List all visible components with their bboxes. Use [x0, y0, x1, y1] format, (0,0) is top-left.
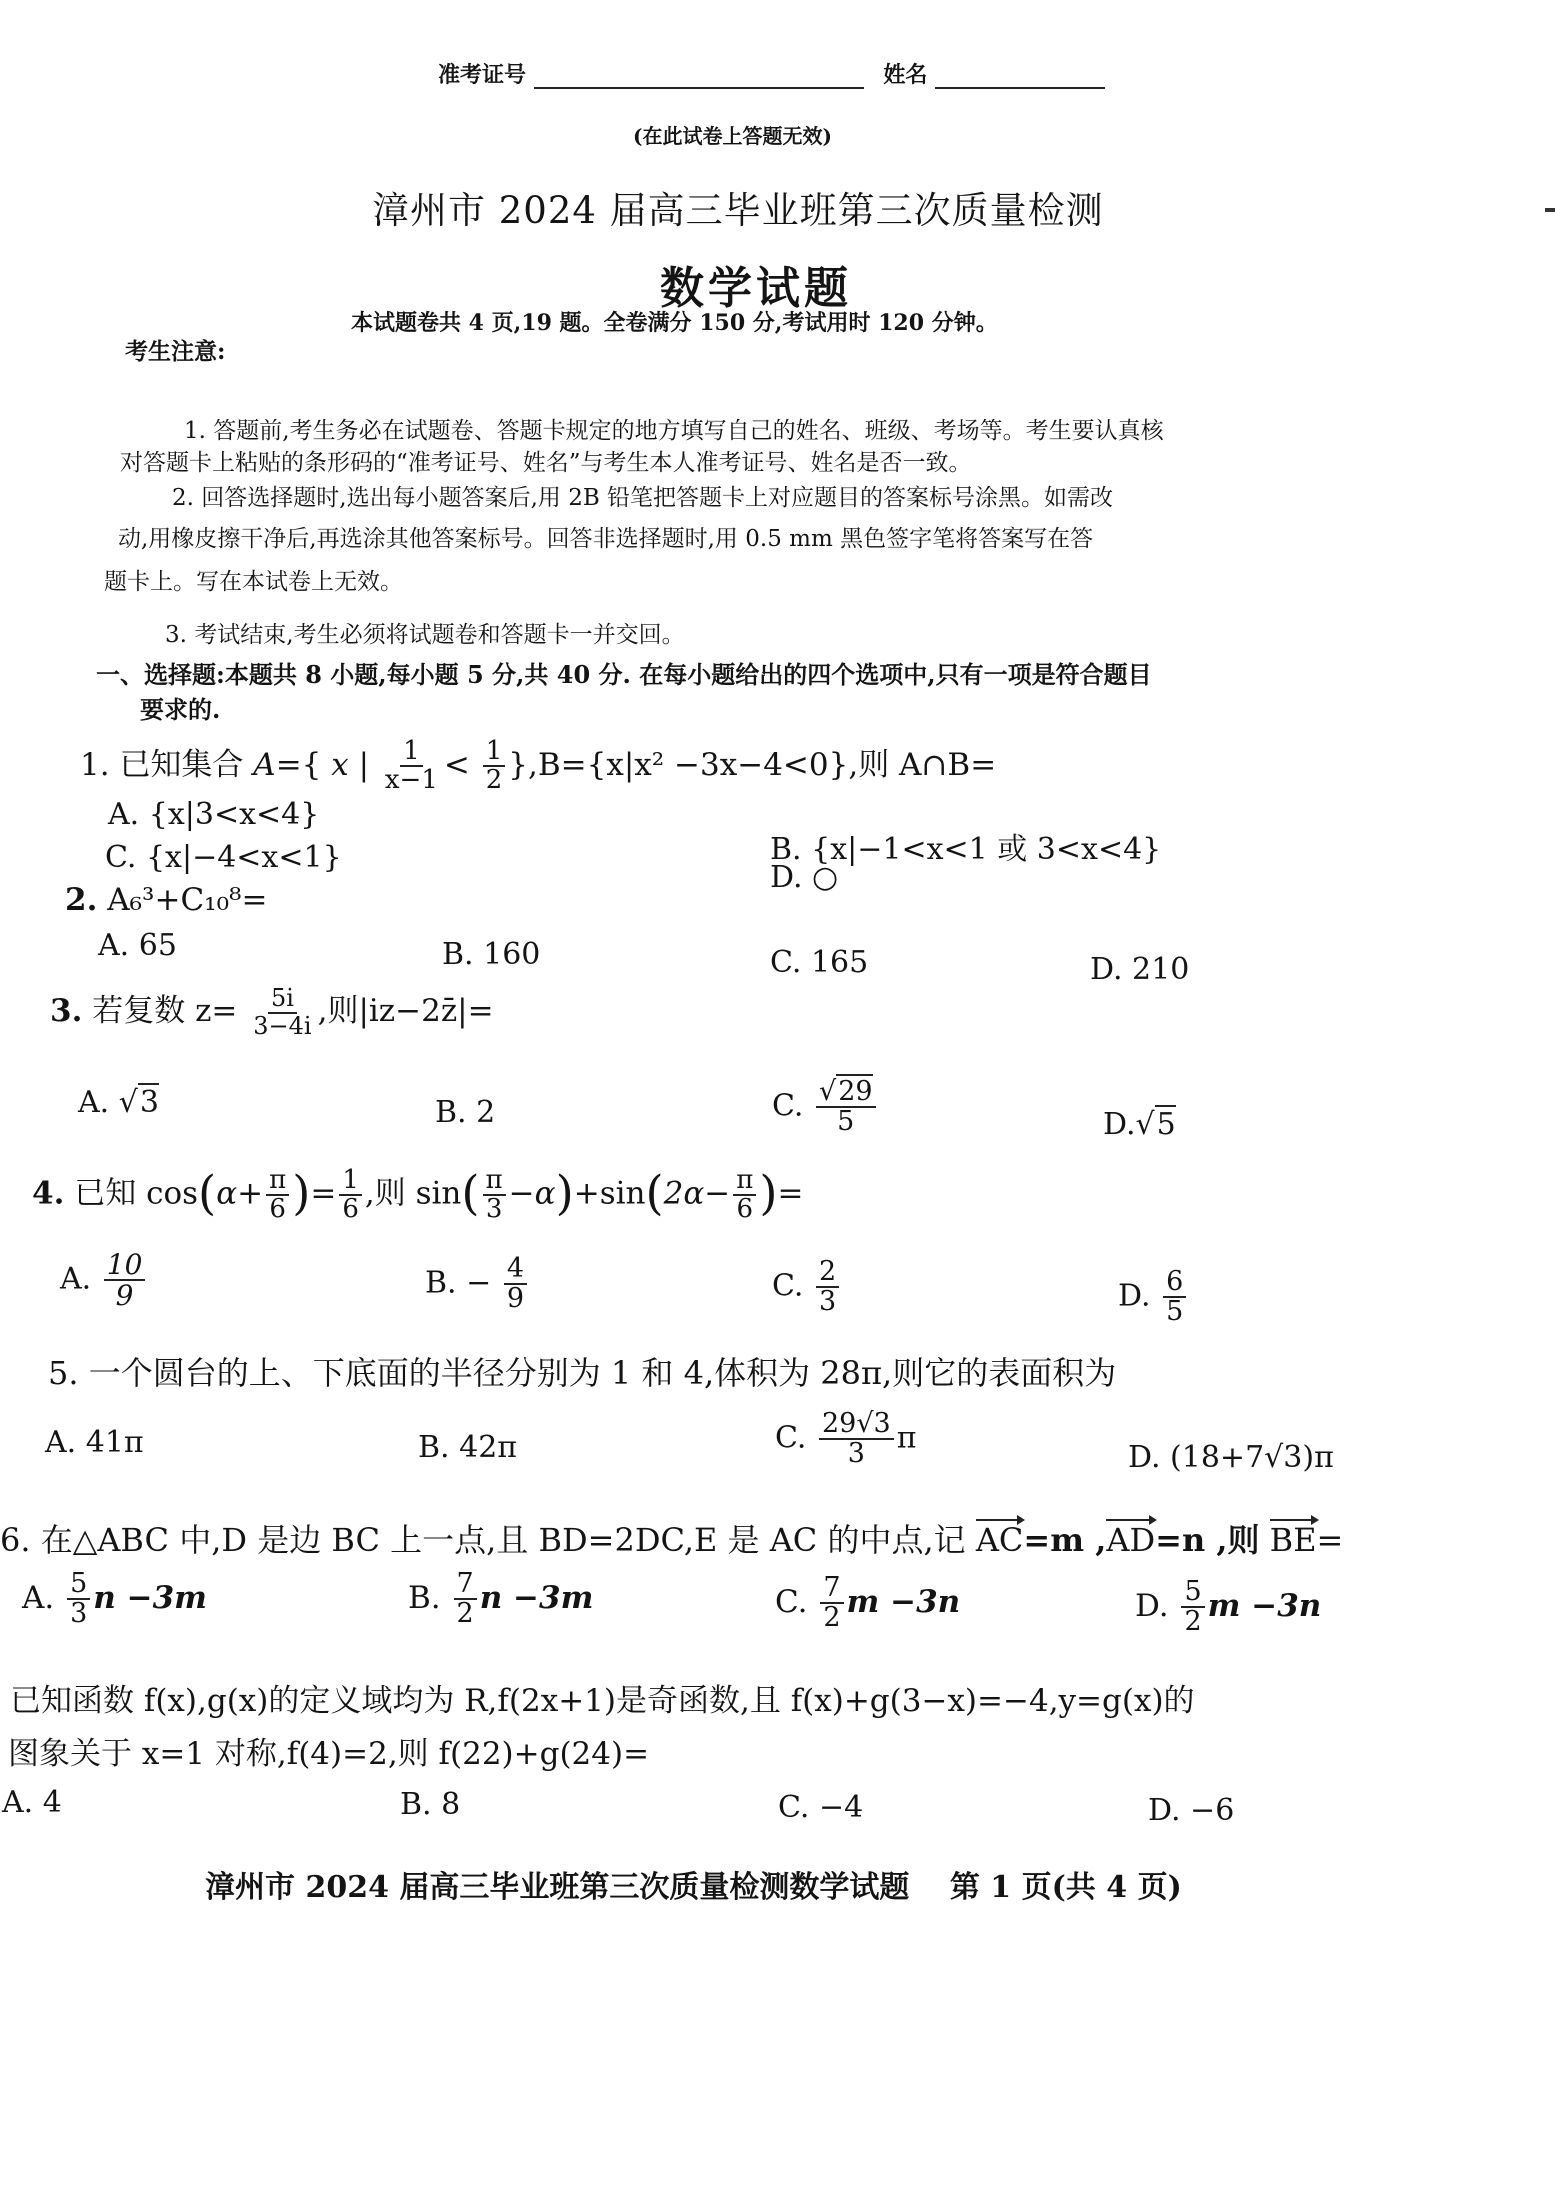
id-field — [438, 58, 1105, 89]
notice-heading: 考生注意: — [125, 338, 226, 365]
q5-option-c: C. $\frac{29√3}{3}$ π — [775, 1408, 917, 1470]
vector-be: BE — [1269, 1521, 1317, 1559]
footer-page-number: 第 1 页(共 4 页) — [949, 1870, 1182, 1905]
q5-option-a: A. 41π — [45, 1425, 144, 1460]
q3-number: 3. — [50, 993, 83, 1029]
id-blank — [534, 63, 864, 89]
q3-option-a: A. √3 — [78, 1085, 159, 1120]
notice-item2-line3: 题卡上。写在本试卷上无效。 — [104, 569, 403, 595]
q1-option-b: B. {x|−1<x<1 或 3<x<4} — [770, 832, 1162, 867]
q4-option-d: D. $\frac{6}{5}$ — [1118, 1268, 1189, 1327]
q1-rhs-frac: $\frac{1}{2}$ — [483, 738, 506, 795]
q6-option-c: C. $\frac{7}{2}$ m −3n — [775, 1572, 961, 1634]
q3-option-c: C. $\frac{√29}{5}$ — [772, 1078, 879, 1137]
q7-option-b: B. 8 — [400, 1787, 461, 1822]
q4-option-c: C. $\frac{2}{3}$ — [772, 1258, 842, 1317]
q1-set-b: ,B={x|x² −3x−4<0},则 A∩B= — [528, 746, 997, 783]
q3-stem — [50, 985, 494, 1039]
q2-number: 2. — [65, 882, 98, 918]
q4-stem: 4. 已知 cos(α+ $\frac{\pi}{6}$ )= $\frac{1}{6}$ ,则 sin( $\frac{\pi}{3}$ −α)+sin(2α− $\frac{\pi}{6}$ )= — [32, 1164, 804, 1224]
q1-text: 已知集合 — [119, 746, 244, 783]
exam-title: 漳州市 2024 届高三毕业班第三次质量检测 — [372, 189, 1104, 232]
q5-option-d: D. (18+7√3)π — [1128, 1440, 1334, 1475]
q1-stem: 1. 已知集合 A={ x | $\frac{1}{x-1}$ < $\frac{1}{2}$ },B={x|x² −3x−4<0},则 A∩B= — [80, 736, 997, 796]
q1-number: 1. — [80, 746, 110, 783]
q3-text-b: ,则|iz−2z̄|= — [317, 993, 494, 1029]
q2-option-a: A. 65 — [98, 928, 177, 963]
q7-line1: 已知函数 f(x),g(x)的定义域均为 R,f(2x+1)是奇函数,且 f(x)+g(3−x)=−4,y=g(x)的 — [10, 1683, 1195, 1719]
q7-option-d: D. −6 — [1148, 1793, 1235, 1828]
section1-heading-line2: 要求的. — [140, 695, 221, 724]
q4-option-b: B. − $\frac{4}{9}$ — [425, 1255, 530, 1314]
q4-number: 4. — [32, 1175, 65, 1212]
notice-item2-line1: 2. 回答选择题时,选出每小题答案后,用 2B 铅笔把答题卡上对应题目的答案标号涂黑。如需改 — [172, 485, 1114, 511]
exam-summary: 本试题卷共 4 页,19 题。全卷满分 150 分,考试用时 120 分钟。 — [351, 310, 998, 336]
q4-option-a: A. $\frac{10}{9}$ — [60, 1250, 148, 1311]
q2-option-c: C. 165 — [770, 945, 869, 980]
q1-set-a: A — [253, 746, 276, 783]
notice-item1-line2: 对答题卡上粘贴的条形码的“准考证号、姓名”与考生本人准考证号、姓名是否一致。 — [120, 450, 972, 476]
q5-option-b: B. 42π — [418, 1430, 518, 1465]
footer-text: 漳州市 2024 届高三毕业班第三次质量检测数学试题 — [205, 1870, 910, 1905]
q6-option-a: A. $\frac{5}{3}$ n −3m — [22, 1568, 207, 1630]
q6-stem: 6. 在△ABC 中,D 是边 BC 上一点,且 BD=2DC,E 是 AC 的中点,记 AC=m ,AD=n ,则 BE= — [0, 1521, 1344, 1559]
q1-cond-frac: $\frac{1}{x-1}$ — [384, 736, 438, 796]
q3-frac: $\frac{5i}{3-4i}$ — [253, 984, 312, 1040]
vector-ac: AC — [975, 1521, 1024, 1559]
q2-text: A₆³+C₁₀⁸= — [107, 882, 268, 918]
q5-stem: 5. 一个圆台的上、下底面的半径分别为 1 和 4,体积为 28π,则它的表面积为 — [48, 1354, 1117, 1392]
invalid-note: (在此试卷上答题无效) — [633, 124, 832, 148]
q2-option-b: B. 160 — [442, 937, 541, 972]
q3-option-b: B. 2 — [435, 1095, 496, 1130]
q2-stem — [65, 882, 267, 918]
name-blank — [935, 63, 1105, 89]
notice-item3: 3. 考试结束,考生必须将试题卷和答题卡一并交回。 — [165, 622, 685, 648]
name-label: 姓名 — [883, 62, 928, 88]
q3-option-d: D.√5 — [1103, 1107, 1176, 1142]
q6-option-d: D. $\frac{5}{2}$ m −3n — [1135, 1576, 1322, 1638]
page-footer — [205, 1862, 1182, 1906]
q1-option-a: A. {x|3<x<4} — [108, 797, 320, 832]
id-label: 准考证号 — [438, 62, 527, 88]
q7-option-c: C. −4 — [778, 1790, 864, 1825]
q2-option-d: D. 210 — [1090, 952, 1190, 987]
q3-text-a: 若复数 z= — [92, 993, 238, 1029]
vector-ad: AD — [1106, 1521, 1156, 1559]
q7-option-a: A. 4 — [2, 1785, 62, 1820]
edge-mark — [1545, 208, 1555, 212]
subject-title: 数学试题 — [660, 263, 852, 314]
notice-item1-line1: 1. 答题前,考生务必在试题卷、答题卡规定的地方填写自己的姓名、班级、考场等。考生要认真核 — [184, 418, 1164, 444]
notice-item2-line2: 动,用橡皮擦干净后,再选涂其他答案标号。回答非选择题时,用 0.5 mm 黑色签字笔将答案写在答 — [118, 526, 1094, 552]
q1-option-c: C. {x|−4<x<1} — [105, 840, 342, 875]
q6-option-b: B. $\frac{7}{2}$ n −3m — [408, 1568, 594, 1630]
section1-heading-line1: 一、选择题:本题共 8 小题,每小题 5 分,共 40 分. 在每小题给出的四个选项中,只有一项是符合题目 — [96, 660, 1152, 689]
q7-line2: 图象关于 x=1 对称,f(4)=2,则 f(22)+g(24)= — [8, 1736, 650, 1772]
q1-option-d: D. ○ — [770, 860, 839, 895]
